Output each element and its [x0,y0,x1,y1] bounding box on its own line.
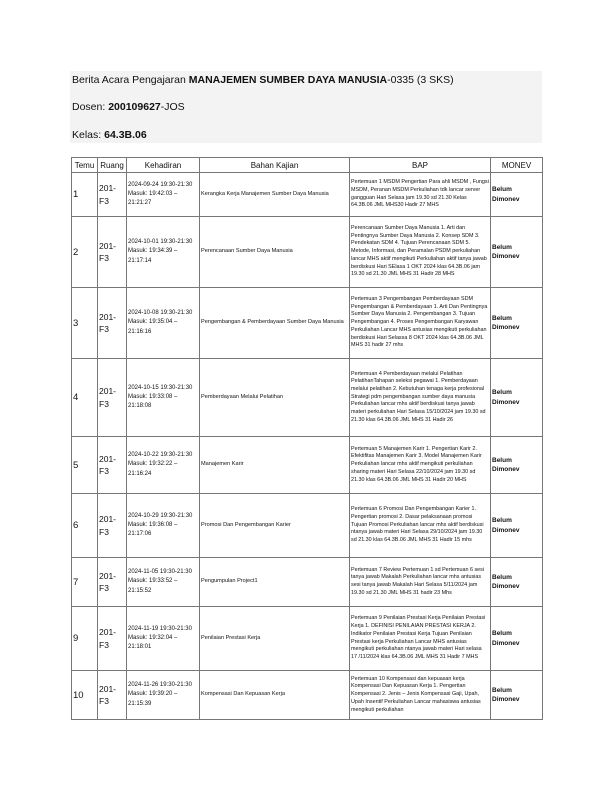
class-line [72,129,147,141]
bap-notes: Pertemuan 10 Kompensasi dan kepuasan kerja Kompensasi Dan Kepuasan Kerja 1. Pengertian Kompensasi 2. Jenis – Jenis Kompensasi Gaji, Upah, Upah Insentif Perkuliahan Lancar mahasiswa antusias mengikuti perkuliahan [350,671,491,720]
class-value: 64.3B.06 [104,129,147,141]
check-in: Masuk: 19:34:39 – 21:17:14 [128,248,178,264]
topic: Kompensasi Dan Kepuasan Kerja [200,671,350,720]
check-in: Masuk: 19:36:08 – 21:17:06 [128,521,178,538]
room: 201-F3 [98,288,127,359]
check-in: Masuk: 19:33:08 – 21:18:08 [128,393,178,410]
attendance [127,437,200,494]
lecturer-label: Dosen: [72,101,109,113]
attendance [127,288,200,359]
topic: Pengembangan & Pemberdayaan Sumber Daya Manusia [200,288,350,359]
room: 201-F3 [98,217,127,288]
table-row [72,437,543,494]
schedule: 2024-10-22 19:30-21:30 [128,452,193,459]
room: 201-F3 [98,359,127,437]
monev-status: Belum Dimonev [491,173,543,217]
course-name: MANAJEMEN SUMBER DAYA MANUSIA [188,74,388,86]
table-row [72,359,543,437]
check-in: Masuk: 19:39:20 – 21:15:39 [128,691,178,707]
table-header-row [72,158,543,173]
meeting-number: 10 [72,671,98,720]
monev-status: Belum Dimonev [491,671,543,720]
bap-notes: Pertemuan 4 Pemberdayaan melalui Pelatihan PelatihanTahapan seleksi pegawai 1. Pemberdayaan melalui pelatihan 2. Kebutuhan tenaga kerja profesional Strategi pdm pengembangan sumber daya manusia Perkuliahan lancar mhs aktif berdiskusi tanya jawab materi perkuliahan Hari Selasa 15/10/2024 jam 19.30 sd 21.30 klas 64.3B.06 JML MHS 31 Hadir 26 [350,359,491,437]
table-row [72,217,543,288]
bap-notes: Pertemuan 9 Penilaian Prestasi Kerja Penilaian Prestasi Kerja 1. DEFINISI PENILAIAN PRESTASI KERJA 2. Indikator Penilaian Prestasi Kerja Tujuan Penilaian Prestasi kerja Perkuliahan Lancar MHS antusias mengikuti perkuliahan ntanya jawab materi Hari selasa 17 /11/2024 klas 64.3B.06 JML MHS 31 Hadir 7 MHS [350,607,491,671]
bap-notes: Pertemuan 3 Pengembangan Pemberdayaan SDM Pengembangan & Pemberdayaan 1. Arti Dan Pentingnya Sumber Daya Manusia 2. Pengembangan 3. Tujuan Pengembangan 4. Proses Pengembangan Karyawan Perkuliahan Lancar MHS antusias mengikuti perkuliahan berdiskusi Hari Selassa 8 OKT 2024 klas 64.3B.06 JML MHS 31 hadir 27 mhs [350,288,491,359]
bap-notes: Pertemuan 7 Review Pertemuan 1 sd Pertemuan 6 sesi tanya jawab Makalah Perkuliahan lancar mhs antusias sesi tanya jawab Makalah Hari Selasa 5/11/2024 jam 19.30 sd 21.30 JML MHS 31 hadir 23 Mhs [350,558,491,607]
topic: Promosi Dan Pengembangan Karier [200,494,350,558]
attendance [127,217,200,288]
meeting-number: 1 [72,173,98,217]
lecturer-line [72,101,185,113]
table-row [72,494,543,558]
schedule: 2024-11-26 19:30-21:30 [128,682,192,689]
room: 201-F3 [98,437,127,494]
monev-status: Belum Dimonev [491,494,543,558]
schedule: 2024-10-29 19:30-21:30 [128,512,193,519]
meeting-number: 9 [72,607,98,671]
topic: Manajemen Karir [200,437,350,494]
schedule: 2024-11-05 19:30-21:30 [128,569,192,576]
meeting-number: 7 [72,558,98,607]
meeting-number: 3 [72,288,98,359]
table-row [72,173,543,217]
monev-status: Belum Dimonev [491,558,543,607]
bap-notes: Perencanaan Sumber Daya Manusia 1. Arti dan Pentingnya Sumber Daya Manusia 2. Konsep SDM 3. Pendekatan SDM 4. Tujuan Perencanaan SDM 5. Metode, Informasi, dan Peramalan PSDM perkuliahan lancar MHS aktif mengikuti Perkuliahan aktif tanya jawab berdiskusi Hari SElasa 1 OKT 2024 klas 64.3B.06 jam 19.30 sd 21.30 JML MHS 31 Hadir 28 MHS [350,217,491,288]
column-header-ruang: Ruang [98,158,127,173]
schedule: 2024-10-01 19:30-21:30 [128,239,193,246]
meeting-number: 2 [72,217,98,288]
column-header-bap: BAP [350,158,491,173]
column-header-temu: Temu [72,158,98,173]
attendance [127,494,200,558]
topic: Pemberdayaan Melalui Pelatihan [200,359,350,437]
topic: Pengumpulan Project1 [200,558,350,607]
schedule: 2024-09-24 19:30-21:30 [128,181,193,188]
monev-status: Belum Dimonev [491,437,543,494]
meeting-number: 6 [72,494,98,558]
report-title [72,74,454,86]
schedule: 2024-11-19 19:30-21:30 [128,625,192,632]
room: 201-F3 [98,607,127,671]
table-row [72,607,543,671]
report-header [70,71,542,143]
bap-notes: Pertemuan 1 MSDM Pengertian Para ahli MSDM , Fungsi MSDM, Peranan MSDM Perkuliahan tdk lancar server gangguan Hari Selasa jam 19.30 sd 21.30 Kelas 64.3B.06 JML MHS30 Hadir 27 MHS [350,173,491,217]
attendance [127,173,200,217]
attendance [127,558,200,607]
monev-status: Belum Dimonev [491,288,543,359]
table-row [72,671,543,720]
check-in: Masuk: 19:35:04 – 21:16:16 [128,319,178,335]
check-in: Masuk: 19:33:52 – 21:15:52 [128,578,178,594]
lecturer-code: -JOS [160,101,185,113]
meeting-number: 5 [72,437,98,494]
table-row [72,558,543,607]
monev-status: Belum Dimonev [491,359,543,437]
lecturer-id: 200109627 [108,101,161,113]
check-in: Masuk: 19:32:22 – 21:16:24 [128,461,178,477]
room: 201-F3 [98,494,127,558]
class-label: Kelas: [72,129,105,141]
attendance [127,671,200,720]
column-header-kehadiran: Kehadiran [127,158,200,173]
course-code: -0335 (3 SKS) [387,74,454,86]
monev-status: Belum Dimonev [491,607,543,671]
schedule: 2024-10-08 19:30-21:30 [128,310,193,317]
table-row [72,288,543,359]
column-header-monev: MONEV [491,158,543,173]
bap-notes: Pertemuan 5 Manajemen Karir 1. Pengertian Karir 2. Efektifitas Manajemen Karir 3. Model Manajemen Karir Perkuliahan lancar mhs aktif mengikuti perkuliahan sharing materi Hari Selasa 22/10/2024 jam 19.30 sd 21.30 klas 64.3B.06 JML MHS 31 Hadir 20 MHS [350,437,491,494]
room: 201-F3 [98,558,127,607]
attendance [127,359,200,437]
report-title-prefix: Berita Acara Pengajaran [72,74,189,86]
topic: Penilaian Prestasi Kerja [200,607,350,671]
monev-status: Belum Dimonev [491,217,543,288]
check-in: Masuk: 19:42:03 – 21:21:27 [128,190,178,207]
topic: Kerangka Kerja Manajemen Sumber Daya Manusia [200,173,350,217]
topic: Perencanaan Sumber Daya Manusia [200,217,350,288]
column-header-bahan-kajian: Bahan Kajian [200,158,350,173]
bap-table [71,157,543,720]
check-in: Masuk: 19:32:04 – 21:18:01 [128,634,178,651]
schedule: 2024-10-15 19:30-21:30 [128,384,193,391]
room: 201-F3 [98,671,127,720]
attendance [127,607,200,671]
room: 201-F3 [98,173,127,217]
meeting-number: 4 [72,359,98,437]
bap-notes: Pertemuan 6 Promosi Dan Pengembangan Karier 1. Pengertian promosi 2. Dasar pelaksanaan promosi Tujuan Promosi Perkuliahan lancar mhs aktif berdiskusi ntanya jawab materi Hari Selasa 29/10/2024 jam 19.30 sd 21.30 klas 64.3B.06 JML MHS 31 Hadir 15 mhs [350,494,491,558]
